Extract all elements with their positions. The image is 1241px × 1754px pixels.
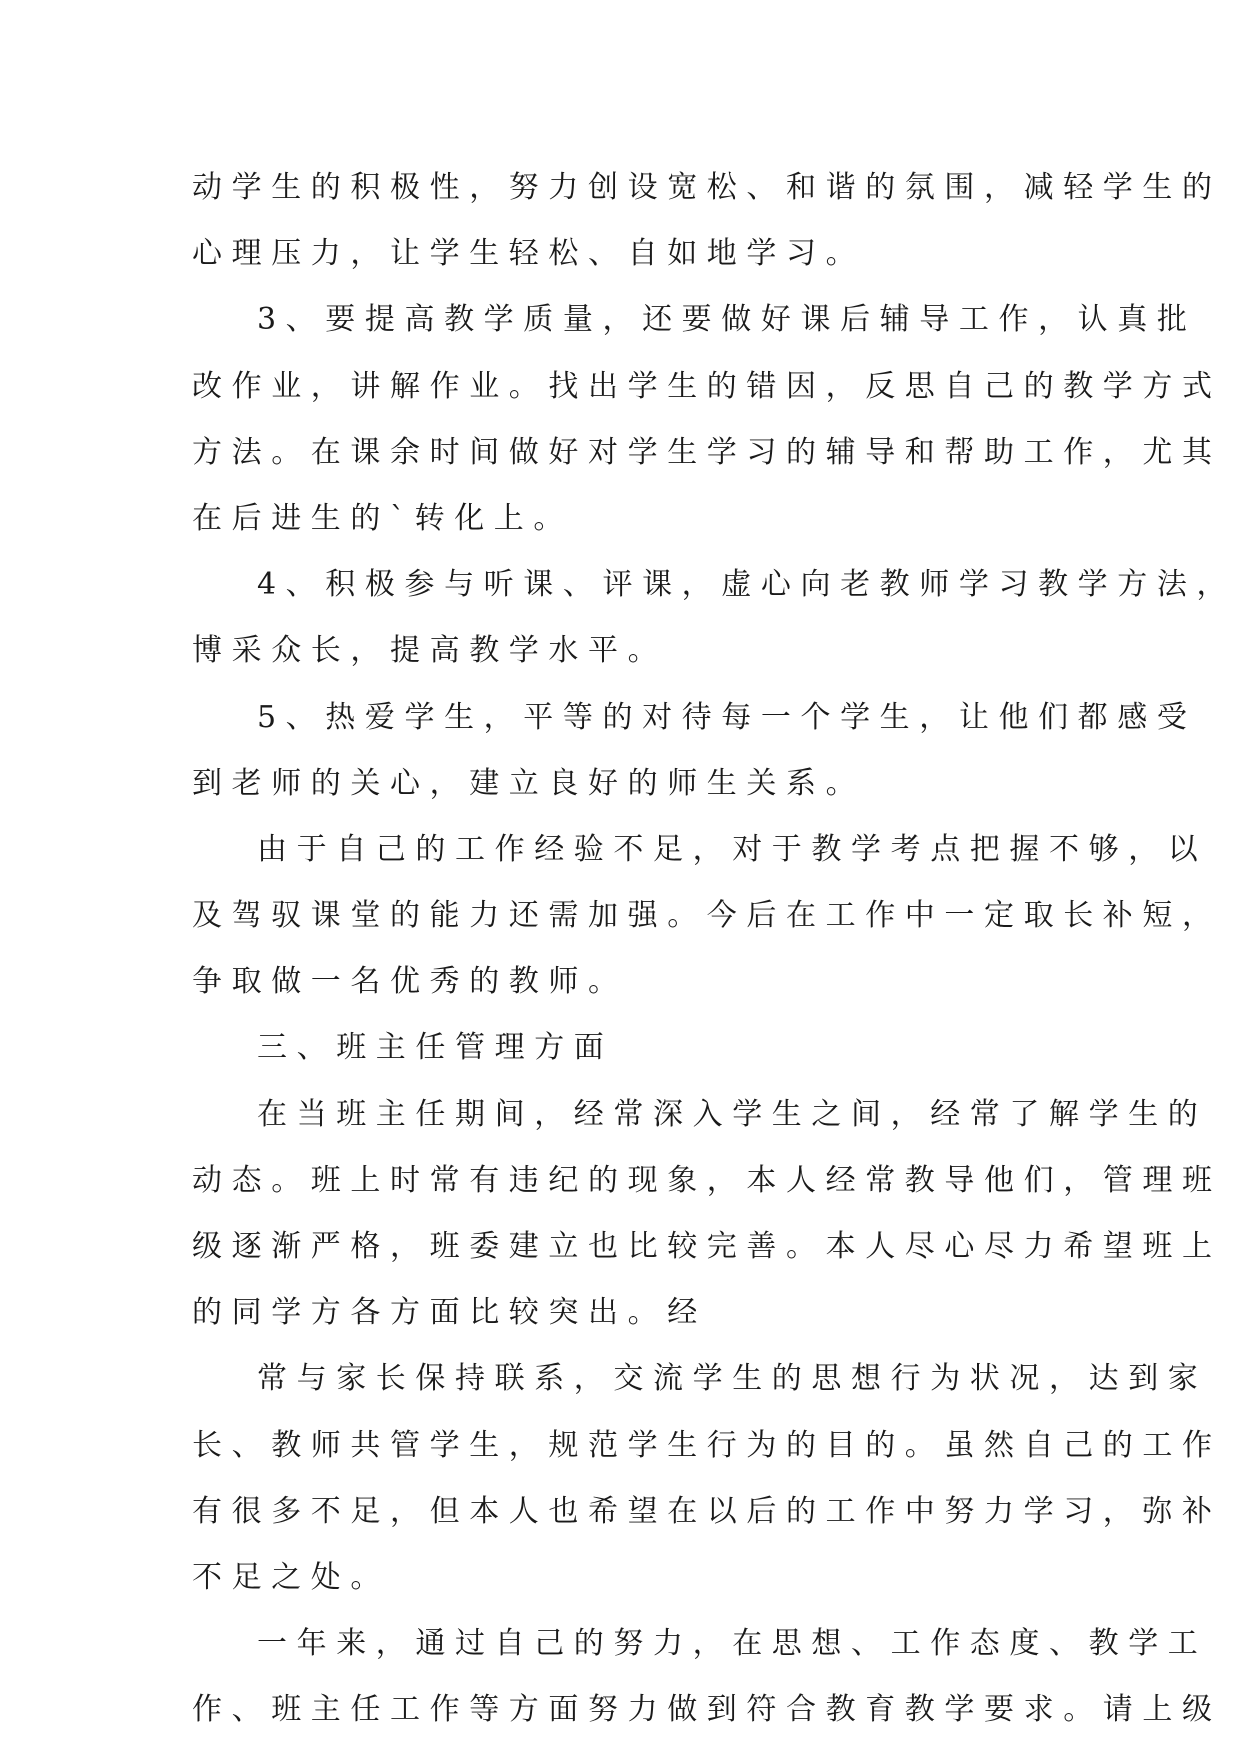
text-line: 长、教师共管学生，规范学生行为的目的。虽然自己的工作 [192,1427,1222,1463]
text-line: 由于自己的工作经验不足，对于教学考点把握不够，以 [257,831,1208,867]
text-line: 及驾驭课堂的能力还需加强。今后在工作中一定取长补短， [192,898,1222,934]
text-line: 心理压力，让学生轻松、自如地学习。 [192,236,866,272]
text-line: 的同学方各方面比较突出。经 [192,1295,707,1331]
text-line: 3、要提高教学质量，还要做好课后辅导工作，认真批 [257,302,1197,338]
text-line: 不足之处。 [192,1559,390,1595]
text-line: 到老师的关心，建立良好的师生关系。 [192,765,866,801]
text-line: 一年来，通过自己的努力，在思想、工作态度、教学工 [257,1626,1208,1662]
text-line: 作、班主任工作等方面努力做到符合教育教学要求。请上级 [192,1692,1222,1728]
text-line: 争取做一名优秀的教师。 [192,964,628,1000]
text-line: 动态。班上时常有违纪的现象，本人经常教导他们，管理班 [192,1162,1222,1198]
text-line: 常与家长保持联系，交流学生的思想行为状况，达到家 [257,1361,1208,1397]
text-line: 4、积极参与听课、评课，虚心向老教师学习教学方法， [257,567,1237,603]
text-line: 级逐渐严格，班委建立也比较完善。本人尽心尽力希望班上 [192,1229,1222,1264]
text-line: 5、热爱学生，平等的对待每一个学生，让他们都感受 [257,699,1197,735]
text-line: 有很多不足，但本人也希望在以后的工作中努力学习，弥补 [192,1493,1222,1529]
document-body [192,155,1237,1744]
text-line: 在后进生的`转化上。 [192,500,573,536]
text-line: 在当班主任期间，经常深入学生之间，经常了解学生的 [257,1096,1208,1132]
text-line: 方法。在课余时间做好对学生学习的辅导和帮助工作，尤其 [192,434,1222,470]
text-line: 动学生的积极性，努力创设宽松、和谐的氛围，减轻学生的 [192,170,1222,205]
text-line: 博采众长，提高教学水平。 [192,633,668,669]
section-heading: 三、班主任管理方面 [257,1030,614,1066]
text-line: 改作业，讲解作业。找出学生的错因，反思自己的教学方式 [192,368,1222,404]
